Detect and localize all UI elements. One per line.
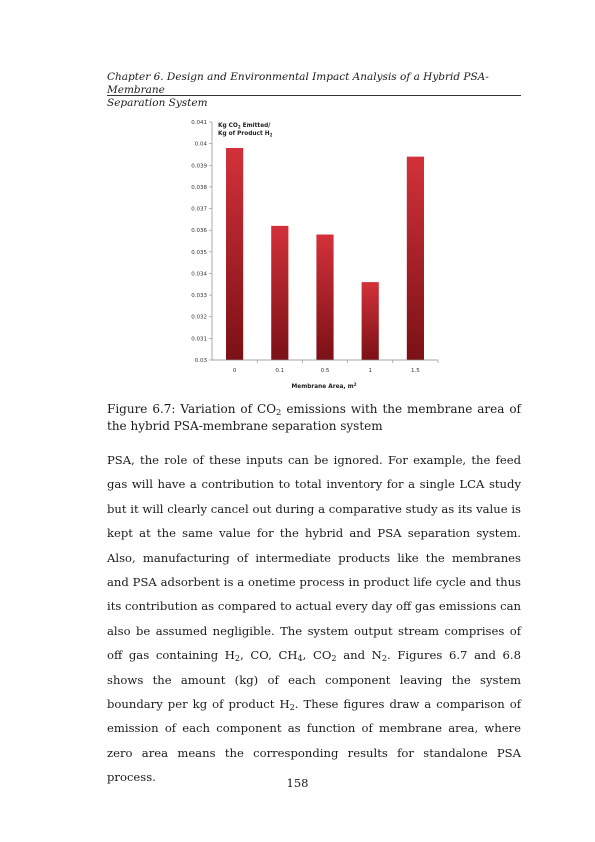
bar-0 (226, 148, 243, 360)
y-axis-label-line-2: Kg of Product $H_2$ (218, 131, 273, 138)
x-tick-label: 0 (232, 368, 237, 374)
x-tick-label: 0.5 (320, 368, 330, 374)
figure-caption: Figure 6.7: Variation of $CO_2$ emissions with the membrane area of the hybrid PSA-membrane separation system (107, 402, 521, 433)
y-axis-ticks (191, 120, 212, 364)
bar-1.5 (407, 157, 424, 360)
header-line-2: Separation System (107, 97, 208, 109)
y-tick-label: 0.038 (191, 184, 207, 191)
y-tick-label: 0.033 (191, 293, 207, 300)
y-tick-label: 0.032 (191, 314, 207, 321)
y-tick-label: 0.036 (191, 228, 207, 235)
bar-chart (170, 112, 450, 397)
x-axis-ticks (233, 360, 438, 374)
running-header (107, 71, 521, 110)
y-tick-label: 0.039 (191, 163, 207, 170)
y-tick-label: 0.031 (191, 336, 207, 343)
y-tick-label: 0.03 (194, 358, 207, 364)
body-paragraph: PSA, the role of these inputs can be ignored. For example, the feed gas will have a contribution to total inventory for a single LCA study but it will clearly cancel out during a comparative study as its value is kept at the same value for the hybrid and PSA separation system. Also, manufacturing of intermediate products like the membranes and PSA adsorbent is a onetime process in product life cycle and thus its contribution as compared to actual every day off gas emissions can also be assumed negligible. The system output stream comprises of off gas containing $H_2$, CO, $CH_4$, $CO_2$ and $N_2$. Figures 6.7 and 6.8 shows the amount (kg) of each component leaving the system boundary per kg of product $H_2$. These figures draw a comparison of emission of each component as function of membrane area, where zero area means the corresponding results for standalone PSA process. (107, 453, 521, 785)
header-line-1: Chapter 6. Design and Environmental Impact Analysis of a Hybrid PSA-Membrane (107, 71, 489, 96)
y-axis-label-line-1: Kg $CO_2$ Emitted/ (218, 123, 271, 130)
x-tick-label: 0.1 (275, 368, 285, 374)
y-tick-label: 0.041 (191, 120, 207, 126)
bar-0.1 (271, 226, 288, 360)
x-tick-label: 1.5 (411, 368, 420, 374)
page-number: 158 (286, 776, 309, 790)
y-tick-label: 0.035 (191, 249, 207, 256)
header-rule (107, 95, 521, 96)
y-tick-label: 0.037 (191, 206, 207, 213)
y-tick-label: 0.034 (191, 271, 207, 278)
y-tick-label: 0.04 (194, 141, 207, 148)
bars (226, 148, 424, 360)
x-tick-label: 1 (368, 368, 372, 374)
bar-0.5 (316, 235, 333, 360)
x-axis-label: Membrane Area, $m^2$ (291, 382, 357, 390)
bar-1 (362, 282, 379, 360)
caption-label: Figure 6.7: (107, 402, 176, 416)
